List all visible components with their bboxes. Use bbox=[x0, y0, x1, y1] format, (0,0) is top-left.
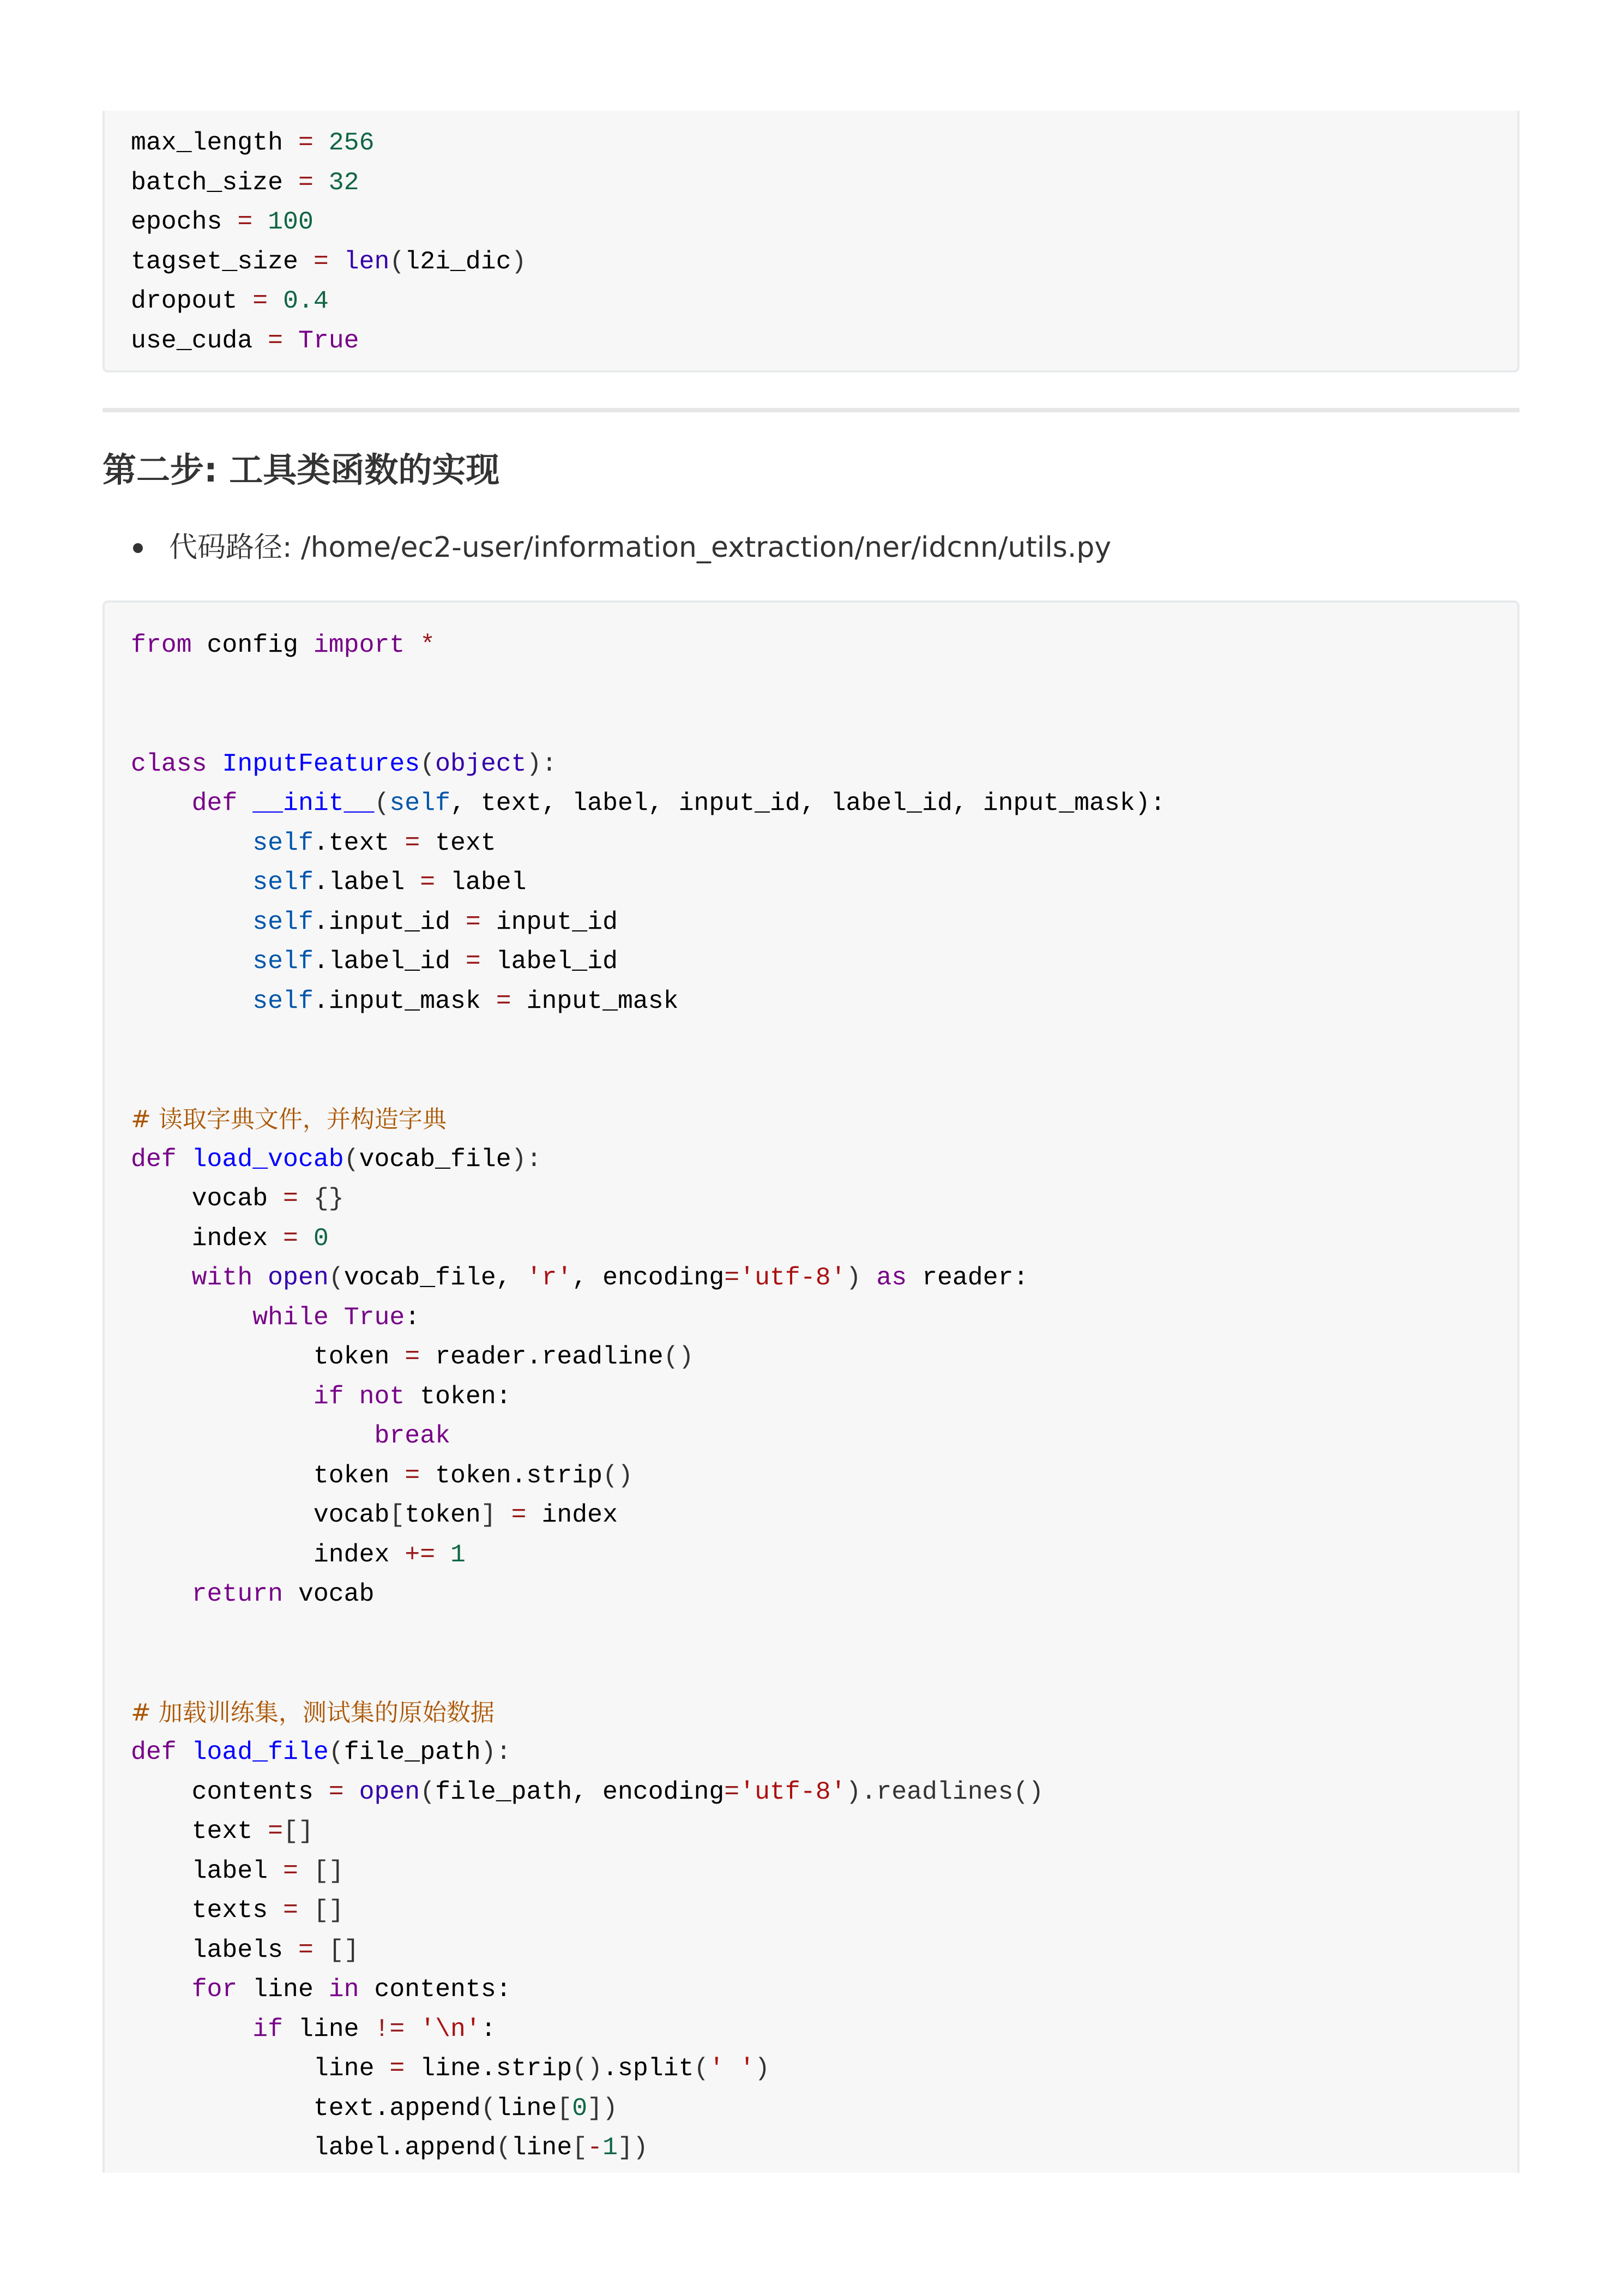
code-line bbox=[131, 1574, 1517, 1614]
code-token: = bbox=[283, 1856, 298, 1885]
code-token: [] bbox=[298, 1856, 344, 1885]
code-line bbox=[131, 863, 1517, 903]
code-token: 'utf-8' bbox=[739, 1777, 846, 1806]
code-token: {} bbox=[298, 1184, 344, 1213]
code-line bbox=[131, 1021, 1517, 1061]
code-token: open bbox=[268, 1263, 329, 1292]
code-token: labels bbox=[131, 1935, 298, 1964]
code-line bbox=[131, 942, 1517, 982]
code-token bbox=[131, 1975, 192, 2004]
code-token bbox=[131, 868, 252, 897]
code-line bbox=[131, 123, 1517, 163]
code-token: ( bbox=[374, 789, 390, 818]
code-token: ]) bbox=[587, 2093, 618, 2123]
code-token: texts bbox=[131, 1896, 284, 1925]
code-line bbox=[131, 2049, 1517, 2089]
code-line bbox=[131, 1100, 1517, 1140]
code-token: text bbox=[131, 1817, 268, 1846]
code-token: = bbox=[389, 2054, 405, 2083]
code-token: line.strip bbox=[405, 2054, 572, 2083]
code-token: ( bbox=[328, 1738, 344, 1766]
code-token: ( bbox=[328, 1263, 344, 1292]
code-token: = bbox=[496, 986, 511, 1015]
code-token: ) bbox=[511, 247, 527, 276]
code-token: [ bbox=[557, 2093, 572, 2123]
code-line bbox=[131, 281, 1517, 321]
bullet-dot-icon bbox=[133, 543, 143, 553]
code-token bbox=[131, 1263, 192, 1292]
code-line bbox=[131, 1061, 1517, 1101]
code-token: ' ' bbox=[709, 2054, 755, 2083]
code-token: batch_size bbox=[131, 167, 284, 197]
code-token bbox=[177, 1738, 192, 1766]
code-token bbox=[131, 1303, 252, 1332]
code-token: token: bbox=[405, 1381, 511, 1411]
code-token: for bbox=[191, 1975, 238, 2004]
code-token: text bbox=[420, 828, 496, 857]
code-token: .label bbox=[313, 868, 420, 897]
code-token: 'r' bbox=[526, 1263, 572, 1292]
code-token: True bbox=[343, 1302, 405, 1332]
code-token bbox=[283, 326, 298, 355]
code-token: ( bbox=[480, 2093, 496, 2123]
code-token: label_id bbox=[480, 947, 618, 976]
code-token: () bbox=[663, 1342, 694, 1371]
code-token bbox=[329, 1303, 344, 1332]
code-token: in bbox=[328, 1975, 359, 2004]
code-token: line bbox=[237, 1975, 329, 2004]
code-token: if bbox=[313, 1381, 344, 1411]
code-line bbox=[131, 1535, 1517, 1575]
code-token: # 加载训练集，测试集的原始数据 bbox=[131, 1698, 495, 1727]
code-token: : bbox=[480, 2014, 496, 2043]
code-token: line bbox=[496, 2093, 557, 2123]
code-token: ): bbox=[526, 749, 557, 778]
code-line bbox=[131, 1416, 1517, 1456]
code-token bbox=[177, 1145, 192, 1174]
code-token: () bbox=[602, 1460, 633, 1490]
code-token: index bbox=[526, 1500, 618, 1529]
code-token: = bbox=[313, 247, 329, 276]
code-line bbox=[131, 1812, 1517, 1852]
code-token: ) bbox=[846, 1263, 877, 1292]
code-token: use_cuda bbox=[131, 326, 253, 355]
code-token: ): bbox=[511, 1144, 542, 1174]
code-token: config bbox=[191, 630, 313, 659]
code-token: 32 bbox=[328, 167, 359, 197]
code-path-text: 代码路径: /home/ec2-user/information_extraction/ner/idcnn/utils.py bbox=[169, 531, 1112, 564]
code-token: = bbox=[298, 128, 313, 157]
code-token: file_path, encoding bbox=[435, 1777, 725, 1806]
code-token: = bbox=[405, 1460, 420, 1490]
code-token: while bbox=[252, 1302, 329, 1332]
code-token: input_mask bbox=[511, 986, 679, 1015]
code-line bbox=[131, 1970, 1517, 2010]
code-token: = bbox=[298, 1935, 313, 1964]
code-token bbox=[252, 1263, 268, 1292]
code-token: = bbox=[405, 1342, 420, 1371]
code-line bbox=[131, 1852, 1517, 1891]
code-token: ]) bbox=[617, 2133, 648, 2162]
code-token: '\n' bbox=[420, 2014, 481, 2043]
code-token: = bbox=[268, 1817, 284, 1846]
code-line bbox=[131, 1179, 1517, 1219]
code-line bbox=[131, 1614, 1517, 1654]
code-line bbox=[131, 1258, 1517, 1298]
code-token: = bbox=[252, 286, 268, 315]
code-line bbox=[131, 1337, 1517, 1377]
code-token: = bbox=[328, 1777, 344, 1806]
code-token bbox=[237, 789, 252, 818]
code-token: 1 bbox=[450, 1540, 466, 1569]
code-token: .input_id bbox=[313, 907, 466, 936]
code-line bbox=[131, 2010, 1517, 2049]
code-token: self bbox=[252, 868, 313, 897]
code-token: 0.4 bbox=[283, 286, 329, 315]
code-token: = bbox=[724, 1263, 740, 1292]
code-token: import bbox=[313, 630, 405, 659]
code-token: .label_id bbox=[313, 947, 466, 976]
code-line bbox=[131, 903, 1517, 942]
code-token: token bbox=[405, 1500, 481, 1529]
code-token: = bbox=[283, 1223, 298, 1253]
code-token: ): bbox=[480, 1738, 511, 1766]
code-token bbox=[344, 1382, 359, 1411]
code-token bbox=[298, 1224, 313, 1253]
code-token: ( bbox=[420, 1777, 436, 1806]
code-token: = bbox=[465, 907, 481, 936]
code-token bbox=[344, 1777, 359, 1806]
code-token: __init__ bbox=[252, 789, 375, 818]
code-token: tagset_size bbox=[131, 247, 298, 276]
code-token: line bbox=[283, 2014, 375, 2043]
code-line bbox=[131, 744, 1517, 784]
code-line bbox=[131, 824, 1517, 863]
code-token: index bbox=[131, 1223, 284, 1253]
code-line bbox=[131, 163, 1517, 203]
code-token: label bbox=[131, 1856, 284, 1885]
code-token: self bbox=[252, 947, 313, 976]
code-token: .split bbox=[602, 2054, 694, 2083]
code-token: True bbox=[298, 326, 359, 355]
code-token: InputFeatures bbox=[222, 749, 420, 778]
code-token: dropout bbox=[131, 286, 238, 315]
code-line bbox=[131, 1377, 1517, 1417]
code-token: 'utf-8' bbox=[739, 1263, 846, 1292]
config-code-block bbox=[102, 111, 1520, 372]
code-token bbox=[329, 247, 344, 276]
code-token: ( bbox=[694, 2054, 709, 2083]
code-token: = bbox=[724, 1777, 740, 1806]
code-token: [ bbox=[572, 2133, 588, 2162]
code-line bbox=[131, 1772, 1517, 1812]
code-line bbox=[131, 202, 1517, 242]
code-token: vocab bbox=[131, 1184, 284, 1213]
code-token: index bbox=[131, 1540, 405, 1569]
code-token: label bbox=[435, 868, 527, 897]
code-line bbox=[131, 626, 1517, 665]
code-token: self bbox=[252, 828, 313, 857]
code-token: , encoding bbox=[572, 1263, 725, 1292]
code-token bbox=[313, 168, 329, 197]
code-line bbox=[131, 1495, 1517, 1535]
code-token: load_file bbox=[191, 1738, 329, 1766]
code-line bbox=[131, 1654, 1517, 1693]
code-token bbox=[131, 947, 252, 976]
code-token: = bbox=[237, 207, 253, 236]
code-token bbox=[131, 1421, 374, 1450]
code-token: [] bbox=[298, 1896, 344, 1925]
code-line bbox=[131, 1733, 1517, 1772]
code-line bbox=[131, 665, 1517, 705]
code-token: self bbox=[252, 986, 313, 1015]
code-token: vocab bbox=[131, 1500, 390, 1529]
code-line bbox=[131, 242, 1517, 282]
code-token bbox=[252, 326, 268, 355]
bullet-list bbox=[102, 528, 1111, 567]
code-token: vocab_file bbox=[359, 1144, 511, 1174]
code-path-item bbox=[102, 528, 1111, 567]
code-token bbox=[131, 907, 252, 936]
code-token: 256 bbox=[328, 128, 375, 157]
code-line bbox=[131, 982, 1517, 1021]
code-line bbox=[131, 321, 1517, 361]
code-token: = bbox=[298, 167, 313, 197]
code-token: : bbox=[405, 1302, 420, 1332]
code-token: break bbox=[374, 1421, 451, 1450]
code-token: 0 bbox=[572, 2093, 588, 2123]
code-token: = bbox=[511, 1500, 527, 1529]
code-token: != bbox=[374, 2014, 405, 2043]
code-token: label.append bbox=[131, 2133, 496, 2162]
code-token: def bbox=[191, 789, 238, 818]
code-token bbox=[496, 1500, 511, 1529]
code-token: return bbox=[191, 1579, 284, 1608]
code-token bbox=[131, 828, 252, 857]
code-token: open bbox=[359, 1777, 420, 1806]
code-token: def bbox=[131, 1144, 177, 1174]
code-token: self bbox=[252, 907, 313, 936]
code-token bbox=[237, 286, 252, 315]
code-token bbox=[131, 1382, 313, 1411]
code-line bbox=[131, 1693, 1517, 1733]
code-token: ( bbox=[496, 2133, 511, 2162]
code-token: = bbox=[268, 326, 284, 355]
code-token: l2i_dic bbox=[405, 247, 511, 276]
code-line bbox=[131, 1140, 1517, 1180]
code-token: ).readlines() bbox=[846, 1777, 1044, 1806]
code-token: class bbox=[131, 749, 207, 778]
code-token: [] bbox=[283, 1817, 313, 1846]
code-token: as bbox=[876, 1263, 907, 1292]
code-token bbox=[405, 630, 420, 659]
code-token bbox=[283, 168, 298, 197]
code-token bbox=[207, 749, 222, 778]
code-token bbox=[313, 128, 329, 157]
code-token: - bbox=[587, 2133, 603, 2162]
code-token: reader.readline bbox=[420, 1342, 664, 1371]
code-token: = bbox=[420, 868, 436, 897]
code-token bbox=[222, 207, 237, 236]
code-token bbox=[435, 1540, 450, 1569]
section-heading: 第二步: 工具类函数的实现 bbox=[102, 450, 500, 490]
code-token: len bbox=[343, 247, 390, 276]
code-token: from bbox=[131, 630, 192, 659]
code-token: ( bbox=[420, 749, 436, 778]
code-token: 100 bbox=[268, 207, 313, 236]
code-token bbox=[405, 2015, 420, 2043]
code-token: text.append bbox=[131, 2093, 481, 2123]
code-token: not bbox=[359, 1381, 405, 1411]
code-token: input_id bbox=[480, 907, 618, 936]
code-token: * bbox=[420, 630, 436, 659]
code-token: line bbox=[131, 2054, 390, 2083]
code-token: += bbox=[405, 1540, 436, 1569]
code-token: file_path bbox=[343, 1738, 481, 1766]
code-token bbox=[131, 2015, 252, 2043]
code-line bbox=[131, 2089, 1517, 2129]
code-token bbox=[131, 987, 252, 1015]
code-line bbox=[131, 1219, 1517, 1259]
code-token: 1 bbox=[602, 2133, 618, 2162]
code-line bbox=[131, 784, 1517, 824]
code-token: = bbox=[465, 947, 481, 976]
code-token bbox=[252, 207, 268, 236]
code-token: contents bbox=[131, 1777, 329, 1806]
code-token: self bbox=[389, 789, 451, 818]
code-token bbox=[298, 247, 313, 276]
utils-code-block bbox=[102, 600, 1520, 2173]
code-token: reader: bbox=[907, 1263, 1029, 1292]
code-line bbox=[131, 2128, 1517, 2168]
code-token: object bbox=[435, 749, 527, 778]
code-token: # 读取字典文件，并构造字典 bbox=[131, 1105, 447, 1133]
code-token: = bbox=[283, 1184, 298, 1213]
code-token: load_vocab bbox=[191, 1144, 344, 1174]
code-token: with bbox=[191, 1263, 253, 1292]
code-token: ] bbox=[480, 1500, 496, 1529]
code-token: = bbox=[283, 1896, 298, 1925]
code-token: , text, label, input_id, label_id, input_mask): bbox=[450, 789, 1166, 818]
code-token: ( bbox=[343, 1144, 359, 1174]
code-token: max_length bbox=[131, 128, 284, 157]
code-token bbox=[268, 286, 283, 315]
code-line bbox=[131, 705, 1517, 744]
code-token bbox=[131, 789, 192, 818]
code-line bbox=[131, 1891, 1517, 1931]
code-token: .input_mask bbox=[313, 986, 496, 1015]
code-token: = bbox=[405, 828, 420, 857]
code-token: def bbox=[131, 1738, 177, 1766]
code-token: line bbox=[511, 2133, 572, 2162]
code-line bbox=[131, 1298, 1517, 1338]
code-token: if bbox=[252, 2014, 284, 2043]
code-token: .text bbox=[313, 828, 405, 857]
code-token: 0 bbox=[313, 1223, 329, 1253]
code-token: epochs bbox=[131, 207, 222, 236]
code-token: token.strip bbox=[420, 1460, 603, 1490]
code-token bbox=[131, 1579, 192, 1608]
code-token: contents: bbox=[359, 1975, 511, 2004]
code-line bbox=[131, 1931, 1517, 1970]
code-line bbox=[131, 1456, 1517, 1496]
code-token bbox=[283, 128, 298, 157]
code-token: vocab bbox=[283, 1579, 375, 1608]
code-token: () bbox=[572, 2054, 603, 2083]
section-divider bbox=[102, 408, 1520, 412]
code-token: ) bbox=[755, 2054, 770, 2083]
code-token: token bbox=[131, 1460, 405, 1490]
code-token: [] bbox=[313, 1935, 359, 1964]
code-token: token bbox=[131, 1342, 405, 1371]
code-token: ( bbox=[389, 247, 405, 276]
code-token: vocab_file, bbox=[343, 1263, 527, 1292]
code-token: [ bbox=[389, 1500, 405, 1529]
